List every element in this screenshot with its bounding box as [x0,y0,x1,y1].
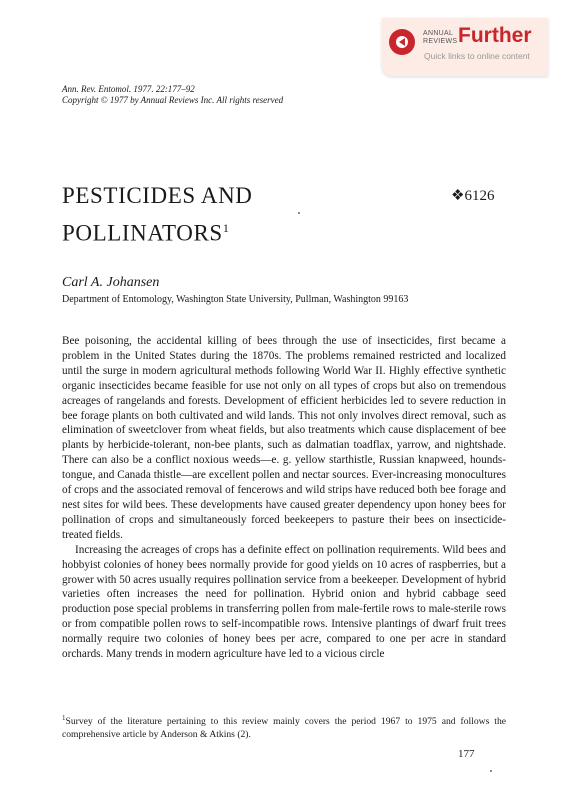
article-title: PESTICIDES AND POLLINATORS$^1$ [62,183,253,246]
scan-speck [298,212,300,214]
article-body [62,334,506,662]
footnote [62,712,506,741]
author-name: Carl A. Johansen [62,275,160,290]
author-affiliation: Department of Entomology, Washington State University, Pullman, Washington 99163 [62,294,409,305]
scan-speck [490,770,492,772]
reference-number: ❖6126 [451,188,495,204]
publisher-name: ANNUAL REVIEWS [423,30,458,45]
body-paragraph: Increasing the acreages of crops has a definite effect on pollination requirements. Wild bees and hobbyist colonies of honey bees normally provide for good yields on 10 acres of raspberries, but a grower with 50 acres usually requires pollination service from a beekeeper. Development of hybrid varieties often increases the need for pollination. Hybrid onion and hybrid cabbage seed production pose special problems in transferring pollen from male-fertile rows to male-sterile rows or from compatible pollen rows to self-incompatible rows. Intensive plantings of dwarf fruit trees normally require two colonies of honey bees per acre, compared to one per acre in standard orchards. Many trends in modern agriculture have led to a vicious circle [62,543,506,661]
journal-citation [62,84,283,106]
play-icon [389,29,415,55]
copyright-line: Copyright © 1977 by Annual Reviews Inc. All rights reserved [62,95,284,105]
title-footnote-marker: 1 [222,221,230,235]
page-number: 177 [458,748,475,760]
body-paragraph: Bee poisoning, the accidental killing of bees through the use of insecticides, first became a problem in the United States during the 1870s. The problems remained restricted and localized until the surge in modern agricultural methods following World War II. Highly effective synthetic organic insecticides became feasible for use not only on all types of crops but also on tremendous acreages of rangelands and forests. Development of efficient herbicides led to severe reduction in bee forage plants on both cultivated and wild lands. This not only involves direct removal, such as elimination of sweetclover from wheat fields, but also treatments which cause displacement of bee plants by herbicide-tolerant, non-bee plants, such as dalmatian toadflax, yarrow, and nightshade. There can also be a conflict noxious weeds—e. g. yellow starthistle, Russian knapweed, hounds-tongue, and Canada thistle—are excellent pollen and nectar sources. Ever-increasing monocultures of crops and the associated removal of fencerows and wild strips have reduced both bee forage and nest sites for wild bees. These developments have caused greater dependency upon honey bees for pollination of crops and simultaneously forced beekeepers to pasture their bees on insecticide-treated fields. [62,335,506,541]
citation-line: Ann. Rev. Entomol. 1977. 22:177–92 [62,84,195,94]
footnote-marker: 1 [62,714,66,722]
further-subtitle[interactable]: Quick links to online content [424,51,530,61]
footnote-text: Survey of the literature pertaining to this review mainly covers the period 1967 to 1975 and follows the comprehensive article by Anderson & Atkins (2). [62,716,506,741]
further-badge[interactable] [382,18,548,76]
further-title[interactable]: Further [458,24,532,47]
